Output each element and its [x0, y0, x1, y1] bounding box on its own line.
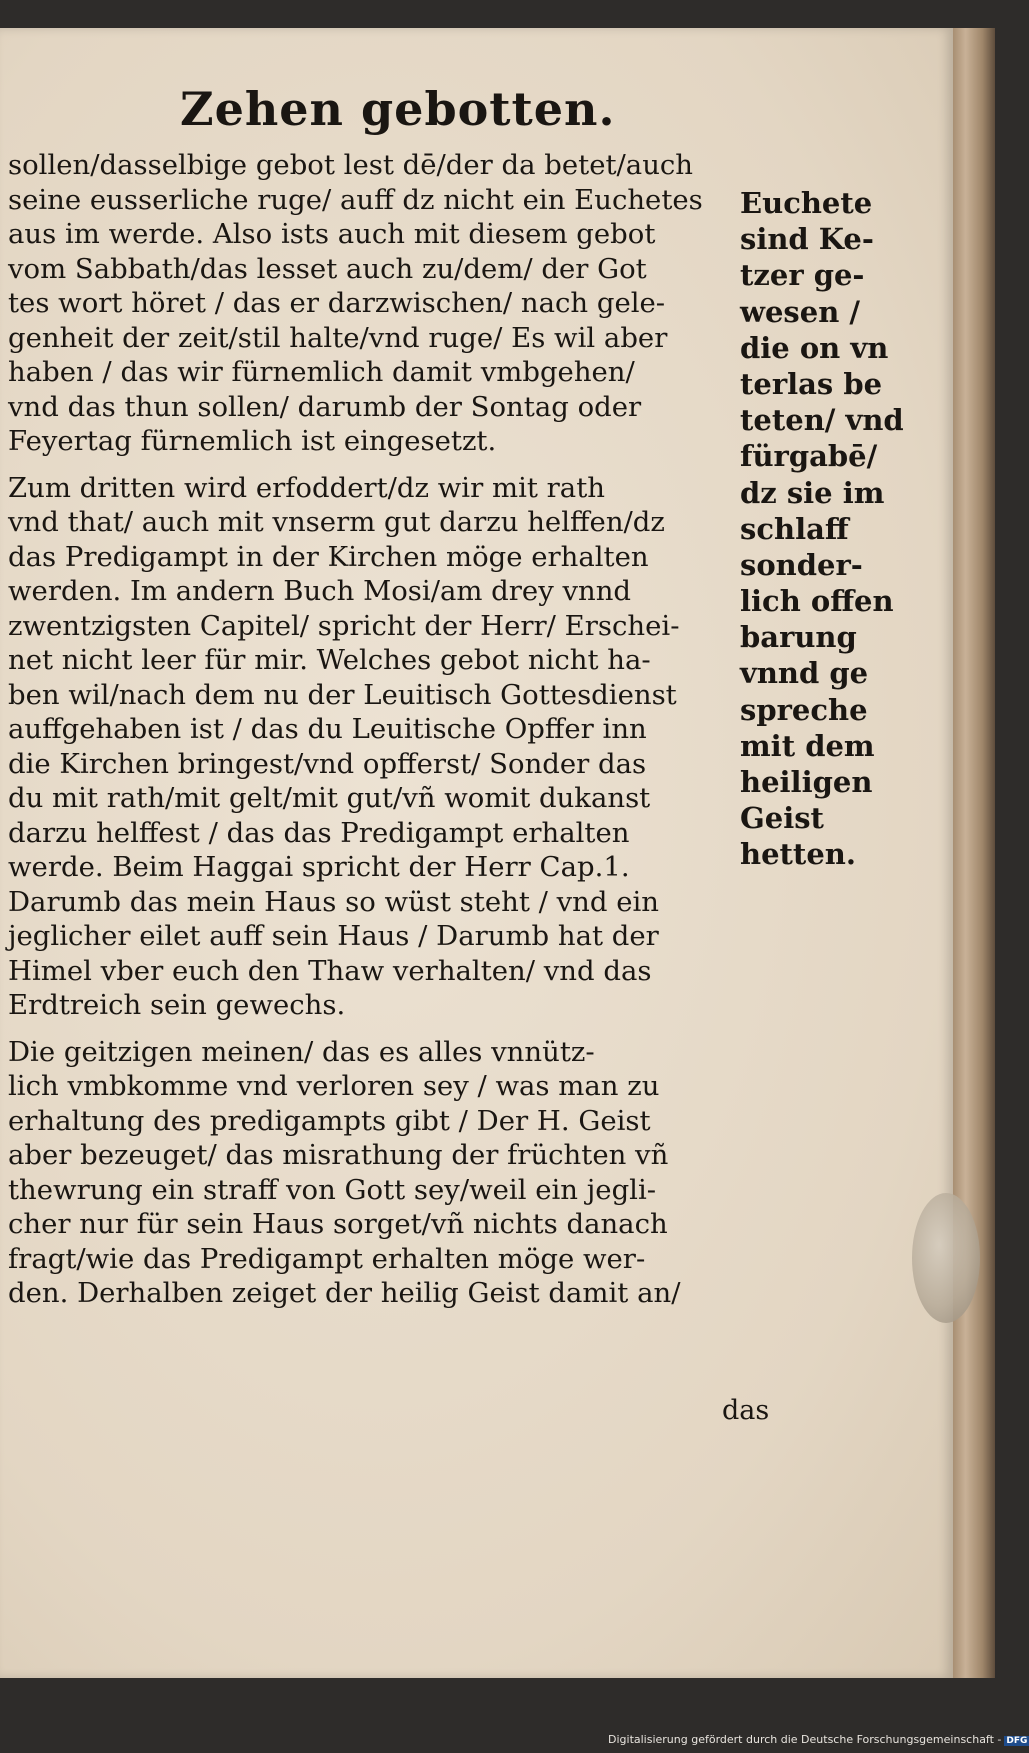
margin-note-line: sonder- — [740, 547, 863, 582]
text-line: vnd das thun sollen/ darumb der Sontag oder — [8, 390, 642, 423]
text-line: tes wort höret / das er darzwischen/ nach gele- — [8, 287, 666, 319]
text-line: jeglicher eilet auff sein Haus / Darumb hat der — [8, 920, 659, 952]
main-text-block — [8, 148, 768, 1311]
text-line: du mit rath/mit gelt/mit gut/vñ womit dukanst — [8, 782, 651, 814]
text-line: haben / das wir fürnemlich damit vmbgehen/ — [8, 356, 635, 388]
text-line: Die geitzigen meinen/ das es alles vnnütz- — [8, 1035, 595, 1068]
text-line: genheit der zeit/stil halte/vnd ruge/ Es wil aber — [8, 321, 668, 354]
text-line: Himel vber euch den Thaw verhalten/ vnd das — [8, 954, 652, 987]
text-line: werden. Im andern Buch Mosi/am drey vnnd — [8, 575, 632, 607]
text-line: auffgehaben ist / das du Leuitische Opffer inn — [8, 713, 647, 745]
text-line: thewrung ein straff von Gott sey/weil ein jegli- — [8, 1173, 657, 1206]
text-line: Erdtreich sein gewechs. — [8, 989, 346, 1021]
text-line: Feyertag fürnemlich ist eingesetzt. — [8, 425, 497, 457]
margin-note-line: die on vn — [740, 330, 889, 365]
text-line: erhaltung des predigampts gibt / Der H. Geist — [8, 1104, 651, 1137]
margin-note-line: Geist — [740, 801, 824, 836]
text-line: fragt/wie das Predigampt erhalten möge wer- — [8, 1242, 646, 1275]
paragraph-gap — [8, 459, 768, 471]
margin-note-line: dz sie im — [740, 475, 885, 510]
footer-text: Digitalisierung gefördert durch die Deutsche Forschungsgemeinschaft - — [608, 1733, 1002, 1746]
margin-note-line: spreche — [740, 692, 868, 727]
margin-note-line: fürgabē/ — [740, 439, 878, 474]
margin-note-line: vnnd ge — [740, 656, 869, 691]
text-line: seine eusserliche ruge/ auff dz nicht ein Euchetes — [8, 183, 703, 216]
text-line: aber bezeuget/ das misrathung der früchten vñ — [8, 1139, 669, 1171]
text-line: darzu helffest / das das Predigampt erhalten — [8, 816, 630, 849]
page-edge — [953, 28, 995, 1678]
text-line: vnd that/ auch mit vnserm gut darzu helffen/dz — [8, 506, 665, 538]
text-line: Zum dritten wird erfoddert/dz wir mit rath — [8, 471, 605, 504]
text-line: zwentzigsten Capitel/ spricht der Herr/ Erschei- — [8, 609, 680, 642]
text-line: Darumb das mein Haus so wüst steht / vnd ein — [8, 885, 660, 918]
margin-note — [740, 185, 920, 873]
margin-note-line: heiligen — [740, 765, 873, 799]
margin-note-line: barung — [740, 620, 857, 655]
text-line: lich vmbkomme vnd verloren sey / was man zu — [8, 1070, 660, 1102]
book-clasp — [912, 1193, 980, 1323]
margin-note-line: Euchete — [740, 186, 873, 220]
margin-note-line: sind Ke- — [740, 222, 874, 257]
catchword: das — [722, 1395, 770, 1426]
margin-note-line: tzer ge- — [740, 258, 865, 293]
text-line: werde. Beim Haggai spricht der Herr Cap.1. — [8, 851, 630, 883]
text-line: den. Derhalben zeiget der heilig Geist damit an/ — [8, 1277, 681, 1309]
margin-note-line: hetten. — [740, 837, 856, 872]
paragraph-gap — [8, 1023, 768, 1035]
text-line: aus im werde. Also ists auch mit diesem gebot — [8, 218, 656, 250]
margin-note-line: terlas be — [740, 366, 883, 401]
margin-note-line: lich offen — [740, 584, 894, 619]
page-heading: Zehen gebotten. — [180, 82, 616, 136]
margin-note-line: schlaff — [740, 511, 849, 546]
text-line: die Kirchen bringest/vnd opfferst/ Sonder das — [8, 747, 647, 780]
text-line: vom Sabbath/das lesset auch zu/dem/ der Got — [8, 252, 647, 285]
margin-note-line: teten/ vnd — [740, 403, 904, 438]
text-line: ben wil/nach dem nu der Leuitisch Gottesdienst — [8, 678, 677, 711]
margin-note-line: wesen / — [740, 294, 860, 329]
footer-credit — [608, 1733, 1029, 1746]
margin-note-line: mit dem — [740, 728, 875, 763]
text-line: sollen/dasselbige gebot lest dē/der da betet/auch — [8, 149, 694, 181]
text-line: net nicht leer für mir. Welches gebot nicht ha- — [8, 644, 651, 676]
dfg-logo: DFG — [1006, 1736, 1028, 1746]
text-line: cher nur für sein Haus sorget/vñ nichts danach — [8, 1208, 668, 1240]
text-line: das Predigampt in der Kirchen möge erhalten — [8, 540, 649, 573]
